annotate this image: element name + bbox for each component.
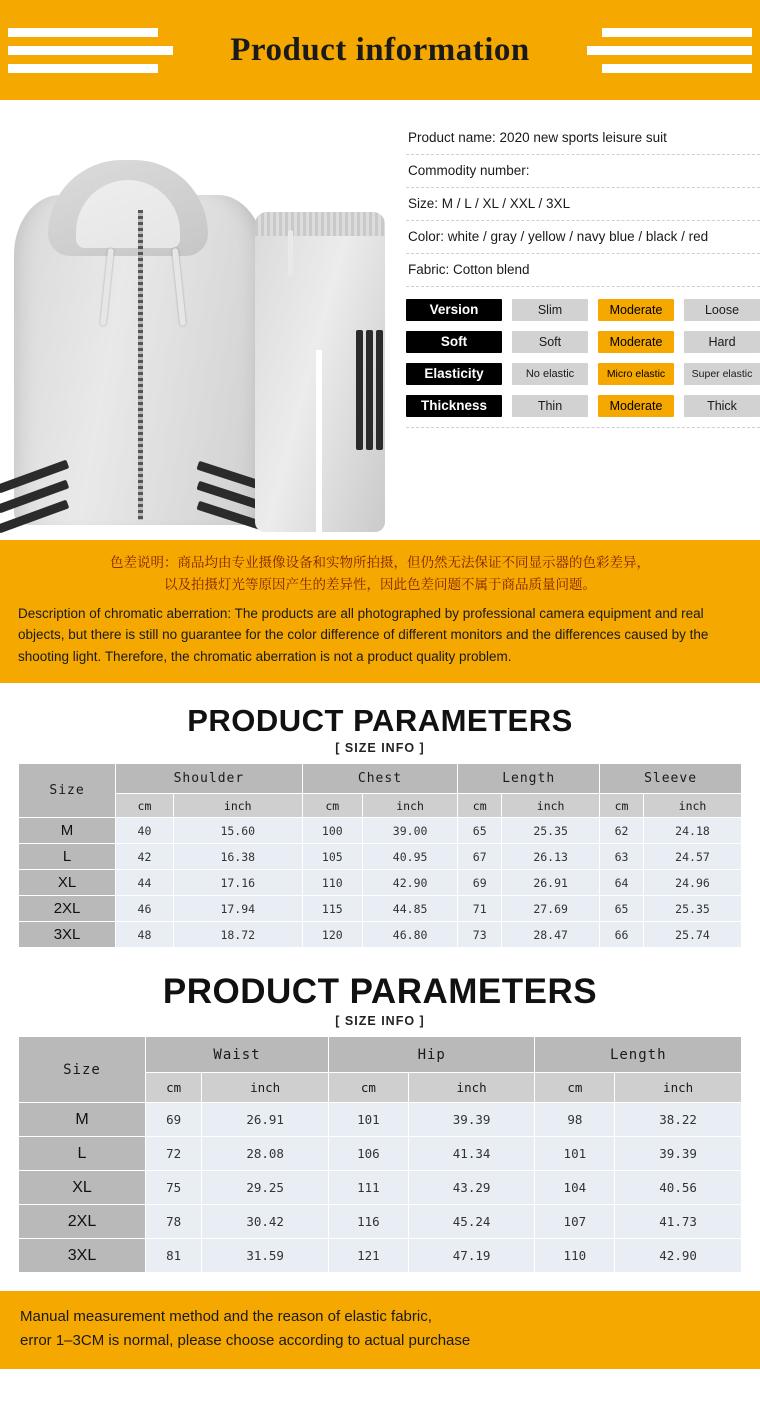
unit-cell: cm bbox=[600, 794, 644, 818]
col-header-length: Length bbox=[458, 764, 600, 794]
row-size: M bbox=[19, 1103, 146, 1137]
chromatic-aberration-notice bbox=[0, 540, 760, 683]
cell: 66 bbox=[600, 922, 644, 948]
row-size: 3XL bbox=[19, 1239, 146, 1273]
cell: 44.85 bbox=[362, 896, 457, 922]
cell: 40.95 bbox=[362, 844, 457, 870]
cell: 42.90 bbox=[615, 1239, 742, 1273]
cell: 25.35 bbox=[643, 896, 741, 922]
cell: 24.96 bbox=[643, 870, 741, 896]
row-size: 2XL bbox=[19, 1205, 146, 1239]
cell: 110 bbox=[535, 1239, 615, 1273]
product-spec-list bbox=[400, 100, 760, 540]
cell: 116 bbox=[329, 1205, 409, 1239]
params-subtitle-top: [ SIZE INFO ] bbox=[335, 741, 425, 756]
col-header-waist: Waist bbox=[145, 1037, 328, 1073]
spec-commodity-number: Commodity number: bbox=[406, 155, 760, 188]
attribute-option-version-loose[interactable]: Loose bbox=[684, 299, 760, 321]
product-parameters-top bbox=[0, 683, 760, 952]
spec-product-name: Product name: 2020 new sports leisure suit bbox=[406, 122, 760, 155]
row-size: 2XL bbox=[19, 896, 116, 922]
unit-cell: inch bbox=[502, 794, 600, 818]
cell: 28.08 bbox=[202, 1137, 329, 1171]
notice-chinese-line-1: 色差说明：商品均由专业摄像设备和实物所拍摄，但仍然无法保证不同显示器的色彩差异， bbox=[110, 555, 650, 571]
zipper-illustration bbox=[138, 210, 143, 520]
cell: 29.25 bbox=[202, 1171, 329, 1205]
cell: 105 bbox=[302, 844, 362, 870]
row-size: XL bbox=[19, 870, 116, 896]
attribute-option-soft-moderate[interactable]: Moderate bbox=[598, 331, 674, 353]
attribute-option-elasticity-super-elastic[interactable]: Super elastic bbox=[684, 363, 760, 385]
attribute-label-elasticity: Elasticity bbox=[406, 363, 502, 385]
attribute-row-version bbox=[406, 299, 760, 321]
cell: 107 bbox=[535, 1205, 615, 1239]
cell: 41.73 bbox=[615, 1205, 742, 1239]
cell: 43.29 bbox=[408, 1171, 535, 1205]
unit-cell: cm bbox=[302, 794, 362, 818]
cell: 106 bbox=[329, 1137, 409, 1171]
attribute-label-version: Version bbox=[406, 299, 502, 321]
unit-cell: cm bbox=[329, 1073, 409, 1103]
table-row bbox=[19, 1103, 742, 1137]
cell: 101 bbox=[535, 1137, 615, 1171]
col-header-size: Size bbox=[19, 764, 116, 818]
cell: 17.94 bbox=[173, 896, 302, 922]
pants-stripe bbox=[366, 330, 373, 450]
row-size: L bbox=[19, 1137, 146, 1171]
cell: 69 bbox=[458, 870, 502, 896]
attribute-row-elasticity bbox=[406, 363, 760, 385]
header-stripes-left bbox=[8, 0, 193, 100]
spec-fabric: Fabric: Cotton blend bbox=[406, 254, 760, 287]
cell: 67 bbox=[458, 844, 502, 870]
pants-stripe bbox=[376, 330, 383, 450]
unit-cell: cm bbox=[145, 1073, 201, 1103]
cell: 17.16 bbox=[173, 870, 302, 896]
size-table-bottom bbox=[18, 1036, 742, 1273]
cell: 44 bbox=[116, 870, 174, 896]
cell: 73 bbox=[458, 922, 502, 948]
col-header-length: Length bbox=[535, 1037, 742, 1073]
unit-cell: inch bbox=[173, 794, 302, 818]
cell: 39.00 bbox=[362, 818, 457, 844]
product-parameters-bottom bbox=[0, 952, 760, 1277]
cell: 28.47 bbox=[502, 922, 600, 948]
table-row bbox=[19, 1171, 742, 1205]
cell: 16.38 bbox=[173, 844, 302, 870]
header-stripes-right bbox=[567, 0, 752, 100]
cell: 26.91 bbox=[502, 870, 600, 896]
page-header bbox=[0, 0, 760, 100]
cell: 25.35 bbox=[502, 818, 600, 844]
attribute-option-soft-soft[interactable]: Soft bbox=[512, 331, 588, 353]
notice-chinese-line-2: 以及拍摄灯光等原因产生的差异性，因此色差问题不属于商品质量问题。 bbox=[164, 577, 596, 594]
col-header-chest: Chest bbox=[302, 764, 458, 794]
col-header-shoulder: Shoulder bbox=[116, 764, 303, 794]
table-header-row bbox=[19, 764, 742, 794]
unit-cell: cm bbox=[116, 794, 174, 818]
cell: 64 bbox=[600, 870, 644, 896]
table-row bbox=[19, 844, 742, 870]
attribute-label-soft: Soft bbox=[406, 331, 502, 353]
product-photo bbox=[0, 100, 400, 540]
measurement-note-line-2: error 1–3CM is normal, please choose according to actual purchase bbox=[20, 1332, 471, 1350]
cell: 78 bbox=[145, 1205, 201, 1239]
cell: 18.72 bbox=[173, 922, 302, 948]
cell: 62 bbox=[600, 818, 644, 844]
cell: 26.91 bbox=[202, 1103, 329, 1137]
cell: 71 bbox=[458, 896, 502, 922]
attribute-option-thickness-thin[interactable]: Thin bbox=[512, 395, 588, 417]
cell: 27.69 bbox=[502, 896, 600, 922]
cell: 15.60 bbox=[173, 818, 302, 844]
cell: 65 bbox=[600, 896, 644, 922]
attribute-option-elasticity-no-elastic[interactable]: No elastic bbox=[512, 363, 588, 385]
attribute-option-thickness-thick[interactable]: Thick bbox=[684, 395, 760, 417]
col-header-hip: Hip bbox=[329, 1037, 535, 1073]
pants-leg-gap bbox=[316, 350, 322, 532]
cell: 26.13 bbox=[502, 844, 600, 870]
attribute-option-version-slim[interactable]: Slim bbox=[512, 299, 588, 321]
row-size: L bbox=[19, 844, 116, 870]
cell: 75 bbox=[145, 1171, 201, 1205]
pants-drawcord-icon bbox=[288, 230, 293, 276]
cell: 69 bbox=[145, 1103, 201, 1137]
cell: 45.24 bbox=[408, 1205, 535, 1239]
hood-illustration bbox=[48, 160, 208, 256]
size-table-top bbox=[18, 763, 742, 948]
cell: 39.39 bbox=[408, 1103, 535, 1137]
attribute-option-elasticity-micro-elastic[interactable]: Micro elastic bbox=[598, 363, 674, 385]
table-row bbox=[19, 1137, 742, 1171]
cell: 24.18 bbox=[643, 818, 741, 844]
cell: 111 bbox=[329, 1171, 409, 1205]
params-subtitle-bottom: [ SIZE INFO ] bbox=[335, 1014, 425, 1029]
cell: 81 bbox=[145, 1239, 201, 1273]
spec-size: Size: M / L / XL / XXL / 3XL bbox=[406, 188, 760, 221]
unit-cell: inch bbox=[408, 1073, 535, 1103]
pants-stripe bbox=[356, 330, 363, 450]
cell: 38.22 bbox=[615, 1103, 742, 1137]
unit-cell: cm bbox=[535, 1073, 615, 1103]
col-header-sleeve: Sleeve bbox=[600, 764, 742, 794]
cell: 120 bbox=[302, 922, 362, 948]
page-title: Product information bbox=[212, 32, 547, 69]
cell: 101 bbox=[329, 1103, 409, 1137]
unit-cell: inch bbox=[643, 794, 741, 818]
cell: 65 bbox=[458, 818, 502, 844]
unit-cell: inch bbox=[202, 1073, 329, 1103]
cell: 25.74 bbox=[643, 922, 741, 948]
row-size: 3XL bbox=[19, 922, 116, 948]
params-title-top: PRODUCT PARAMETERS bbox=[187, 703, 573, 739]
params-title-bottom: PRODUCT PARAMETERS bbox=[162, 972, 598, 1012]
waistband-illustration bbox=[255, 212, 385, 236]
unit-cell: inch bbox=[362, 794, 457, 818]
cell: 48 bbox=[116, 922, 174, 948]
table-row bbox=[19, 1205, 742, 1239]
attribute-option-version-moderate[interactable]: Moderate bbox=[598, 299, 674, 321]
measurement-note bbox=[0, 1291, 760, 1369]
attribute-option-soft-hard[interactable]: Hard bbox=[684, 331, 760, 353]
cell: 100 bbox=[302, 818, 362, 844]
attribute-label-thickness: Thickness bbox=[406, 395, 502, 417]
unit-cell: inch bbox=[615, 1073, 742, 1103]
table-row bbox=[19, 870, 742, 896]
attribute-row-thickness bbox=[406, 395, 760, 428]
cell: 42 bbox=[116, 844, 174, 870]
cell: 31.59 bbox=[202, 1239, 329, 1273]
cell: 98 bbox=[535, 1103, 615, 1137]
unit-cell: cm bbox=[458, 794, 502, 818]
cell: 41.34 bbox=[408, 1137, 535, 1171]
cell: 24.57 bbox=[643, 844, 741, 870]
attribute-option-thickness-moderate[interactable]: Moderate bbox=[598, 395, 674, 417]
cell: 63 bbox=[600, 844, 644, 870]
product-info-section bbox=[0, 100, 760, 540]
notice-english: Description of chromatic aberration: The products are all photographed by professional camera equipment and real objects, but there is still no guarantee for the color difference of different monitors and the differences caused by the shooting light. Therefore, the chromatic aberration is not a product quality problem. bbox=[18, 605, 709, 664]
cell: 30.42 bbox=[202, 1205, 329, 1239]
cell: 46.80 bbox=[362, 922, 457, 948]
cell: 115 bbox=[302, 896, 362, 922]
cell: 42.90 bbox=[362, 870, 457, 896]
cell: 110 bbox=[302, 870, 362, 896]
cell: 46 bbox=[116, 896, 174, 922]
cell: 104 bbox=[535, 1171, 615, 1205]
cell: 72 bbox=[145, 1137, 201, 1171]
row-size: M bbox=[19, 818, 116, 844]
cell: 40 bbox=[116, 818, 174, 844]
measurement-note-line-1: Manual measurement method and the reason of elastic fabric, bbox=[20, 1308, 432, 1326]
table-row bbox=[19, 1239, 742, 1273]
attribute-row-soft bbox=[406, 331, 760, 353]
table-unit-row bbox=[19, 794, 742, 818]
cell: 47.19 bbox=[408, 1239, 535, 1273]
attribute-table bbox=[406, 299, 760, 428]
cell: 121 bbox=[329, 1239, 409, 1273]
table-header-row bbox=[19, 1037, 742, 1073]
table-row bbox=[19, 818, 742, 844]
row-size: XL bbox=[19, 1171, 146, 1205]
table-row bbox=[19, 896, 742, 922]
col-header-size: Size bbox=[19, 1037, 146, 1103]
table-row bbox=[19, 922, 742, 948]
cell: 39.39 bbox=[615, 1137, 742, 1171]
spec-color: Color: white / gray / yellow / navy blue / black / red bbox=[406, 221, 760, 254]
cell: 40.56 bbox=[615, 1171, 742, 1205]
